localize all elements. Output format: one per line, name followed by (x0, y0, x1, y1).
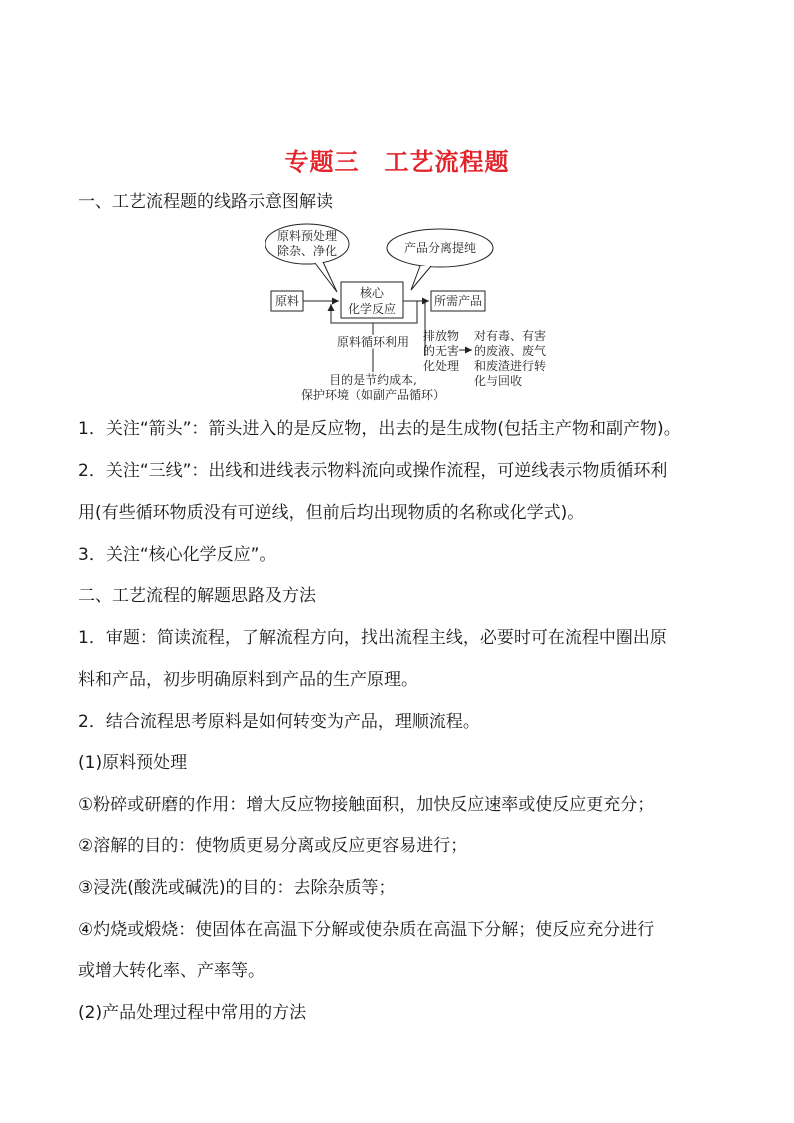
s2-line-1: 1．审题：简读流程，了解流程方向，找出流程主线，必要时可在流程中圈出原 (78, 628, 667, 648)
s2-line-4: (1)原料预处理 (78, 753, 188, 773)
s2-line-6: ②溶解的目的：使物质更易分离或反应更容易进行； (78, 836, 468, 856)
s1-item-2b: 用(有些循环物质没有可逆线，但前后均出现物质的名称或化学式)。 (78, 503, 585, 523)
core-line2: 化学反应 (347, 302, 397, 316)
raw-material-label: 原料 (274, 294, 300, 308)
bubble-left-line2: 除杂、净化 (276, 244, 338, 258)
s1-item-1: 1．关注“箭头”：箭头进入的是反应物，出去的是生成物(包括主产物和副产物)。 (78, 419, 681, 439)
recycle-label: 原料循环利用 (336, 335, 410, 349)
discharge-line1: 排放物 (423, 329, 460, 343)
purpose-line2: 保护环境（如副产品循环） (300, 388, 446, 402)
treat-line3: 和废渣进行转 (474, 359, 547, 373)
process-flow-diagram (265, 222, 565, 407)
discharge-line2: 的无害 (423, 344, 460, 358)
s2-line-10: (2)产品处理过程中常用的方法 (78, 1003, 307, 1023)
s2-line-9: 或增大转化率、产率等。 (78, 961, 265, 981)
s2-line-3: 2．结合流程思考原料是如何转变为产品，理顺流程。 (78, 712, 480, 732)
s2-line-2: 料和产品，初步明确原料到产品的生产原理。 (78, 670, 418, 690)
core-line1: 核心 (359, 286, 385, 300)
s2-line-5: ①粉碎或研磨的作用：增大反应物接触面积，加快反应速率或使反应更充分； (78, 795, 655, 815)
discharge-line3: 化处理 (423, 359, 460, 373)
product-label: 所需产品 (433, 294, 483, 308)
bubble-left-line1: 原料预处理 (276, 229, 338, 243)
s1-item-2a: 2．关注“三线”：出线和进线表示物料流向或操作流程，可逆线表示物质循环利 (78, 461, 668, 481)
page-title: 专题三 工艺流程题 (284, 148, 510, 176)
s2-line-7: ③浸洗(酸洗或碱洗)的目的：去除杂质等； (78, 878, 396, 898)
purpose-line1: 目的是节约成本, (329, 373, 417, 387)
s1-item-3: 3．关注“核心化学反应”。 (78, 545, 277, 565)
s2-line-8: ④灼烧或煅烧：使固体在高温下分解或使杂质在高温下分解；使反应充分进行 (78, 920, 655, 940)
separation-bubble (387, 229, 493, 290)
treat-line2: 的废液、废气 (474, 344, 547, 358)
pretreatment-bubble (265, 224, 349, 292)
section2-heading: 二、工艺流程的解题思路及方法 (78, 586, 316, 606)
section1-heading: 一、工艺流程题的线路示意图解读 (78, 192, 333, 212)
bubble-right-label: 产品分离提纯 (403, 241, 477, 255)
treat-line1: 对有毒、有害 (474, 329, 547, 343)
treat-line4: 化与回收 (474, 374, 523, 388)
